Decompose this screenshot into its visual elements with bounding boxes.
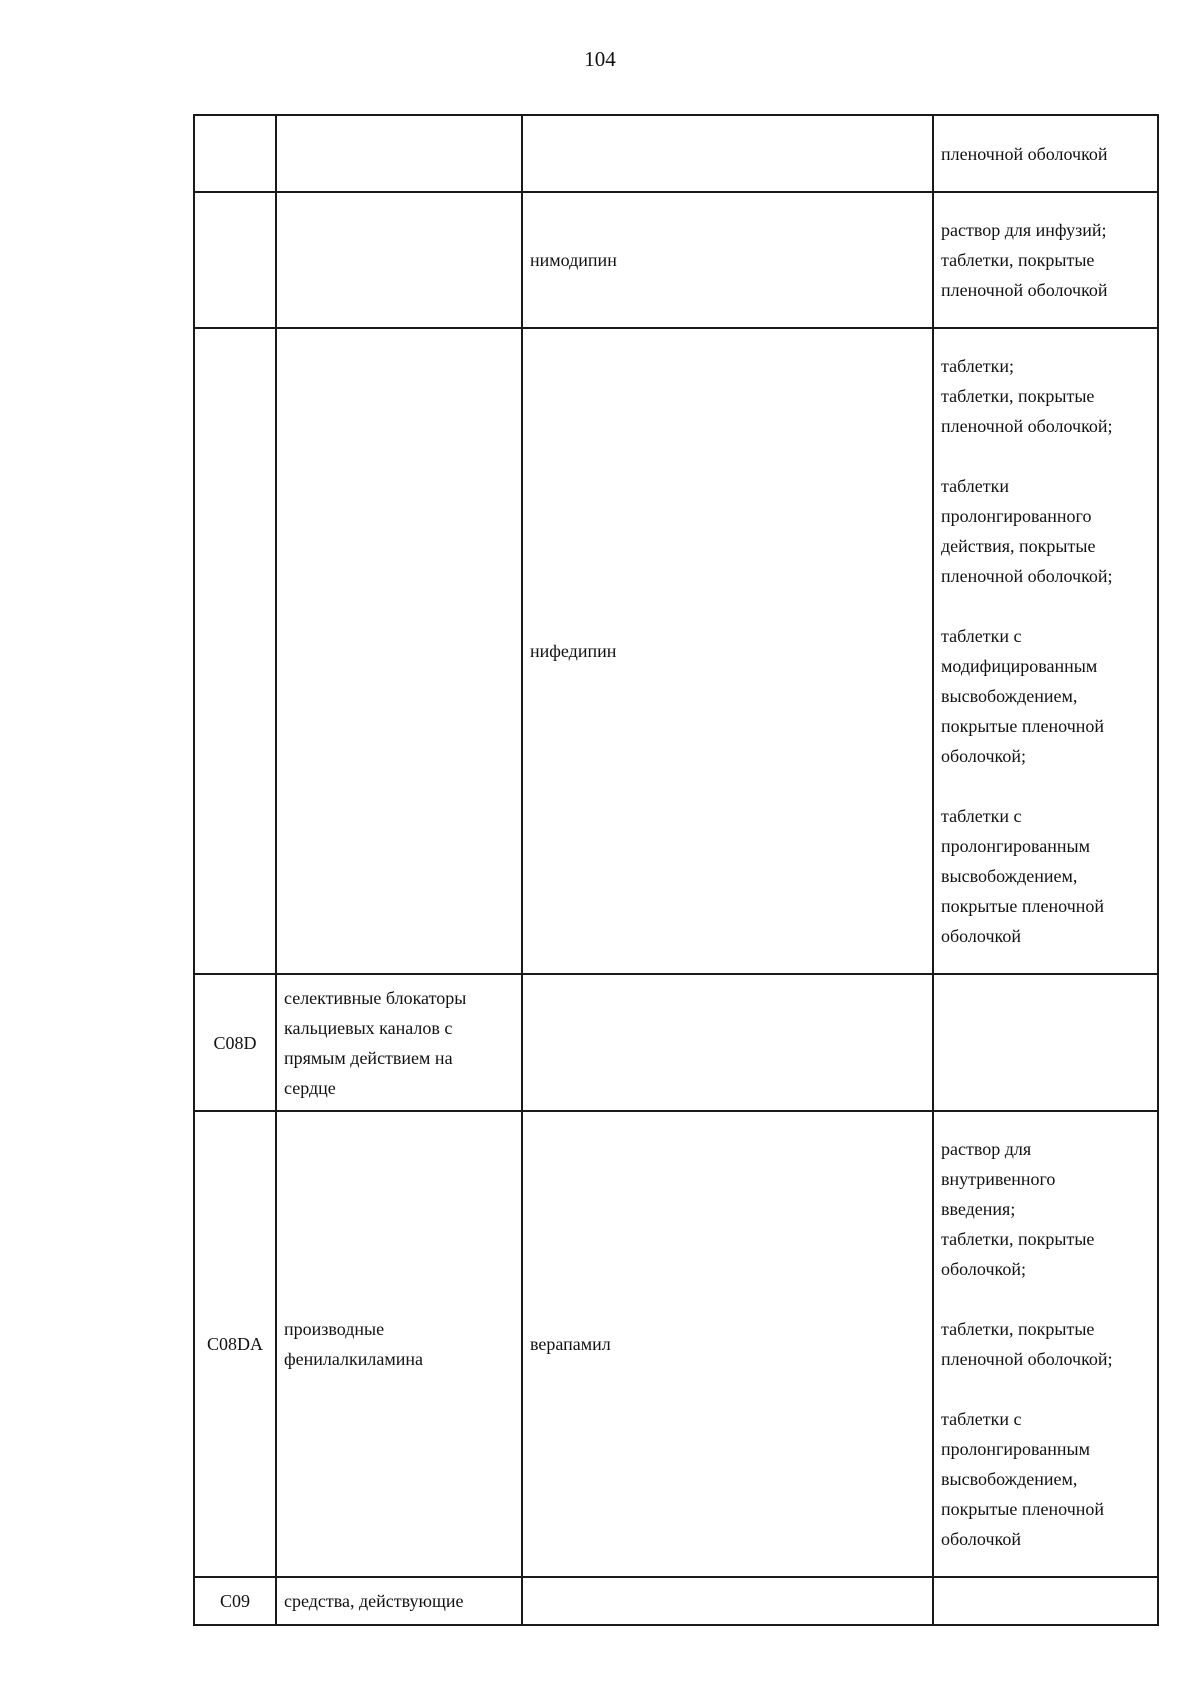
group-name-cell (276, 328, 522, 974)
drug-name-cell: нимодипин (522, 192, 933, 328)
drug-name-cell (522, 974, 933, 1111)
dosage-forms-cell (933, 974, 1158, 1111)
table-row (194, 328, 1158, 974)
group-name-line: производные (284, 1319, 385, 1339)
dosage-form-line: таблетки, покрытые (941, 386, 1095, 406)
dosage-form-group (941, 471, 1150, 591)
dosage-form-line: внутривенного (941, 1169, 1056, 1189)
dosage-form-line: пролонгированным (941, 836, 1091, 856)
drug-name-cell (522, 115, 933, 192)
dosage-form-line: действия, покрытые (941, 536, 1096, 556)
group-name-cell (276, 192, 522, 328)
dosage-form-line: высвобождением, (941, 686, 1078, 706)
group-name-line: кальциевых каналов с (284, 1017, 453, 1038)
dosage-form-line: таблетки, покрытые (941, 1319, 1095, 1339)
atc-code-cell: C09 (194, 1577, 276, 1625)
dosage-form-line: таблетки, покрытые (941, 1229, 1095, 1249)
dosage-form-group (941, 351, 1150, 441)
dosage-form-line: пленочной оболочкой; (941, 566, 1113, 586)
dosage-forms-cell (933, 192, 1158, 328)
dosage-form-line: пленочной оболочкой (941, 143, 1108, 164)
group-name-line: фенилалкиламина (284, 1349, 424, 1369)
dosage-forms-cell (933, 1577, 1158, 1625)
drug-name-cell: нифедипин (522, 328, 933, 974)
dosage-form-line: покрытые пленочной (941, 896, 1105, 916)
dosage-forms-cell (933, 328, 1158, 974)
dosage-forms-cell (933, 1111, 1158, 1577)
group-name-cell (276, 974, 522, 1111)
group-name-line: сердце (284, 1077, 336, 1098)
atc-code-cell: C08D (194, 974, 276, 1111)
atc-code-cell (194, 115, 276, 192)
table-row (194, 1577, 1158, 1625)
dosage-form-line: оболочкой (941, 926, 1021, 946)
group-name-line: прямым действием на (284, 1047, 453, 1068)
dosage-form-group (941, 1134, 1150, 1284)
table-row (194, 192, 1158, 328)
dosage-form-group (941, 621, 1150, 771)
dosage-form-line: покрытые пленочной (941, 1499, 1105, 1519)
dosage-forms-cell (933, 115, 1158, 192)
group-name-cell (276, 1111, 522, 1577)
table-row (194, 115, 1158, 192)
dosage-form-line: высвобождением, (941, 866, 1078, 886)
dosage-form-line: покрытые пленочной (941, 716, 1105, 736)
dosage-form-line: оболочкой; (941, 1259, 1026, 1279)
dosage-form-line: оболочкой (941, 1529, 1021, 1549)
dosage-form-group (941, 1314, 1150, 1374)
atc-code-cell: C08DA (194, 1111, 276, 1577)
group-name-cell (276, 1577, 522, 1625)
atc-code-cell (194, 192, 276, 328)
group-name-line: селективные блокаторы (284, 987, 467, 1008)
dosage-form-group (941, 801, 1150, 951)
group-name-cell (276, 115, 522, 192)
group-name-line: средства, действующие (284, 1591, 464, 1611)
dosage-form-line: пленочной оболочкой; (941, 416, 1113, 436)
drug-table (193, 114, 1159, 1626)
dosage-form-line: оболочкой; (941, 746, 1026, 766)
dosage-form-line: пленочной оболочкой; (941, 1349, 1113, 1369)
dosage-form-line: раствор для инфузий; (941, 220, 1107, 240)
dosage-form-line: таблетки с (941, 1409, 1022, 1429)
dosage-form-line: таблетки с (941, 626, 1022, 646)
dosage-form-line: высвобождением, (941, 1469, 1078, 1489)
dosage-form-line: пролонгированным (941, 1439, 1091, 1459)
dosage-form-line: таблетки; (941, 356, 1015, 376)
dosage-form-line: таблетки (941, 476, 1010, 496)
dosage-form-line: пролонгированного (941, 506, 1092, 526)
dosage-form-line: таблетки, покрытые (941, 250, 1095, 270)
dosage-form-group (941, 139, 1150, 169)
atc-code-cell (194, 328, 276, 974)
drug-name-cell (522, 1577, 933, 1625)
dosage-form-group (941, 1404, 1150, 1554)
dosage-form-group (941, 215, 1150, 305)
page-number: 104 (584, 47, 616, 71)
drug-name-cell: верапамил (522, 1111, 933, 1577)
dosage-form-line: модифицированным (941, 656, 1098, 676)
dosage-form-line: таблетки с (941, 806, 1022, 826)
table-row (194, 1111, 1158, 1577)
dosage-form-line: введения; (941, 1199, 1016, 1219)
dosage-form-line: пленочной оболочкой (941, 280, 1108, 300)
table-row (194, 974, 1158, 1111)
dosage-form-line: раствор для (941, 1139, 1032, 1159)
